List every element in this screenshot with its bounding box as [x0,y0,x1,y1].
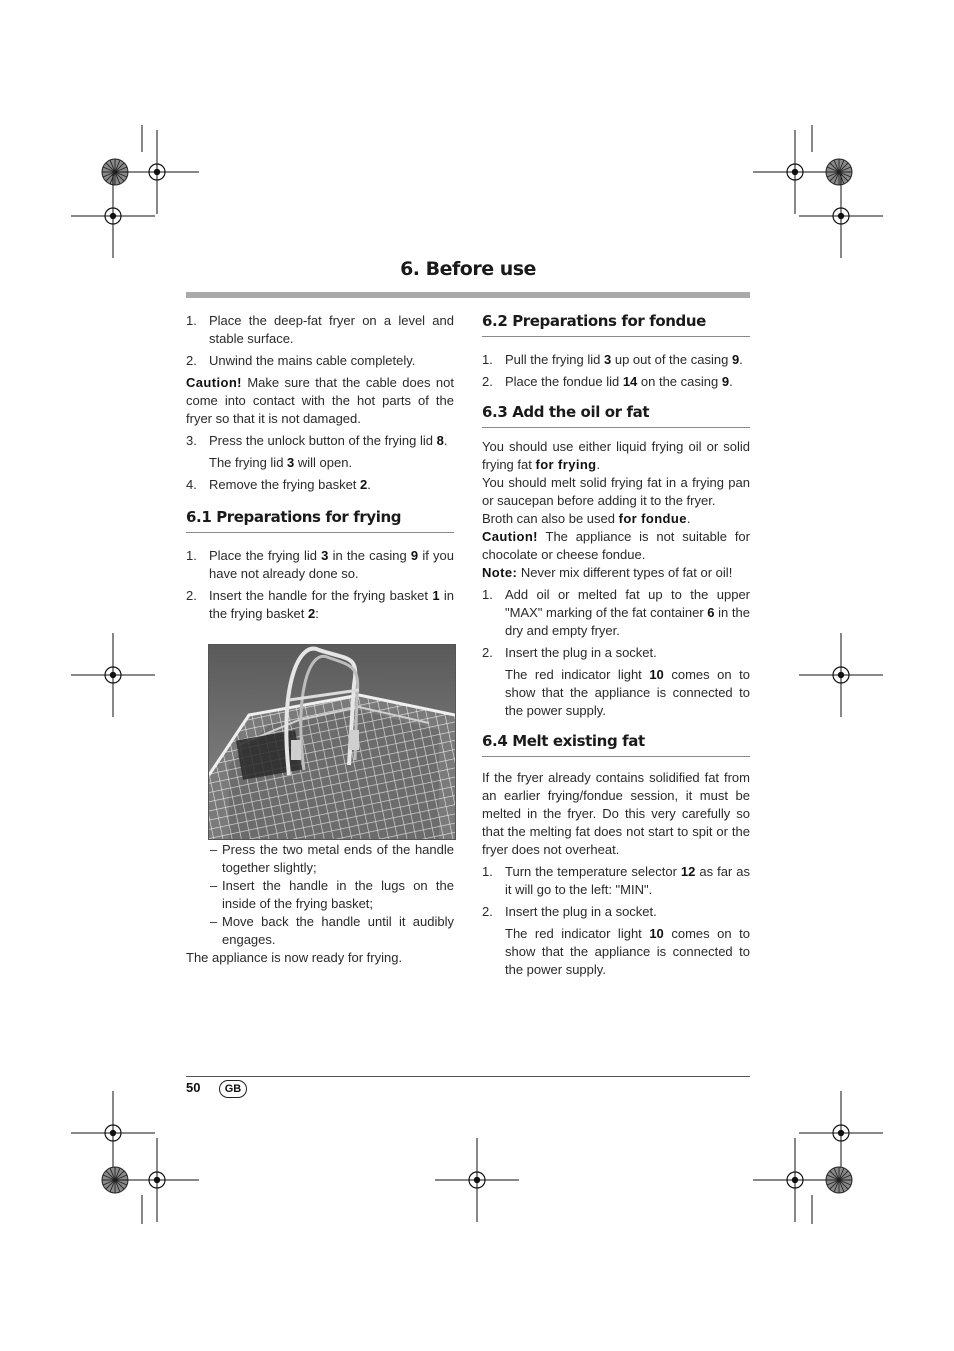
dash-item: – Press the two metal ends of the handle together slightly; [210,842,454,875]
caution-note: Caution! The appliance is not suitable for chocolate or cheese fondue. [482,529,750,562]
left-column-continued [186,841,454,971]
page-number: 50 [186,1080,201,1095]
left-column [186,312,454,627]
list-item: 2. Unwind the mains cable completely. [186,353,416,368]
section-heading-6-4: 6.4 Melt existing fat [482,732,750,757]
list-item: 2. Insert the plug in a socket. [482,904,657,919]
list-subtext: The red indicator light 10 comes on to show that the appliance is connected to the power supply. [505,926,750,977]
paragraph: If the fryer already contains solidified fat from an earlier frying/fondue session, it must be melted in the fryer. Do this very carefully so that the melting fat does not start to spit or the fryer does not overheat. [482,770,750,857]
section-heading-6-3: 6.3 Add the oil or fat [482,403,750,428]
footer-rule [186,1076,750,1077]
list-item: 1. Place the deep-fat fryer on a level and stable surface. [186,313,454,346]
list-subtext: The red indicator light 10 comes on to show that the appliance is connected to the power supply. [505,667,750,718]
list-item: 3. Press the unlock button of the frying lid 8. [186,433,448,448]
section-heading-6-2: 6.2 Preparations for fondue [482,312,750,337]
list-item: 2. Insert the plug in a socket. [482,645,657,660]
closing-text: The appliance is now ready for frying. [186,950,403,965]
list-item: 2. Insert the handle for the frying basket 1 in the frying basket 2: [186,588,454,621]
dash-item: – Move back the handle until it audibly engages. [210,914,454,947]
paragraph: You should use either liquid frying oil or solid frying fat for frying. [482,439,750,472]
paragraph: You should melt solid frying fat in a frying pan or saucepan before adding it to the fryer. [482,475,750,508]
list-item: 2. Place the fondue lid 14 on the casing 9. [482,374,733,389]
caution-note: Caution! Make sure that the cable does not come into contact with the hot parts of the fryer so that it is not damaged. [186,375,454,426]
list-item: 1. Turn the temperature selector 12 as far as it will go to the left: "MIN". [482,864,750,897]
list-subtext: The frying lid 3 will open. [209,455,353,470]
list-item: 4. Remove the frying basket 2. [186,477,371,492]
note: Note: Never mix different types of fat or oil! [482,565,733,580]
section-heading-6-1: 6.1 Preparations for frying [186,508,454,533]
list-item: 1. Pull the frying lid 3 up out of the casing 9. [482,352,743,367]
title-rule [186,292,750,298]
paragraph: Broth can also be used for fondue. [482,511,691,526]
dash-item: – Insert the handle in the lugs on the inside of the frying basket; [210,878,454,911]
list-item: 1. Place the frying lid 3 in the casing 9 if you have not already done so. [186,548,454,581]
frying-basket-photo [208,644,456,840]
country-badge: GB [219,1080,247,1098]
page-title: 6. Before use [400,258,536,280]
list-item: 1. Add oil or melted fat up to the upper "MAX" marking of the fat container 6 in the dry and empty fryer. [482,587,750,638]
right-column [482,312,750,983]
